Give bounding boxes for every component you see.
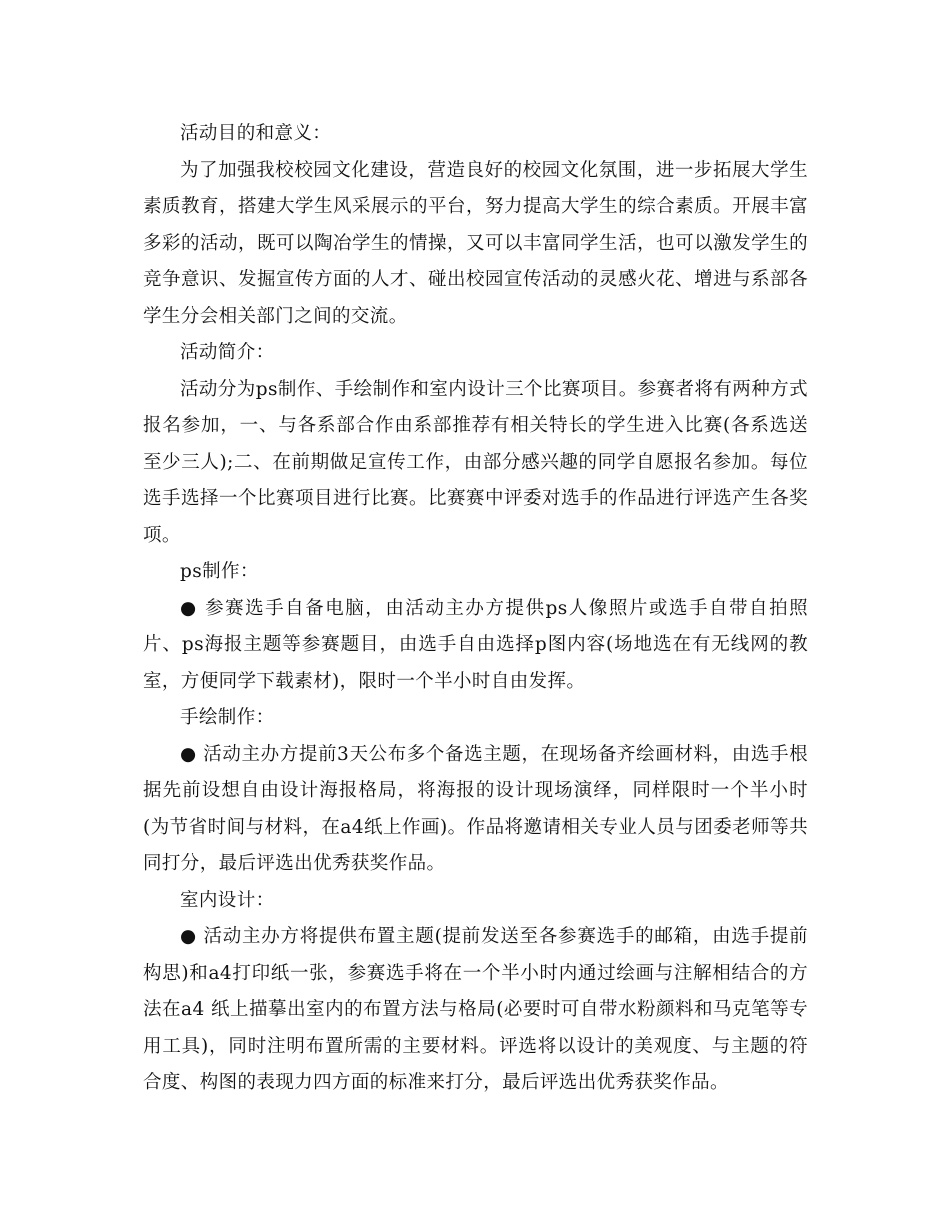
heading-interior-design: 室内设计：: [180, 889, 275, 911]
heading-hand-drawing: 手绘制作：: [180, 707, 275, 728]
bullet-interior-design: ● 活动主办方将提供布置主题(提前发送至各参赛选手的邮箱，由选手提前构思)和a4打印纸一张，参赛选手将在一个半小时内通过绘画与注解相结合的方法在a4 纸上描摹出室内的布置方法与格局(必要时可自带水粉颜料和马克笔等专用工具)，同时注明布置所需的主要材料。评选将以设计的美观度、与主题的符合度、构图的表现力四方面的标准来打分，最后评选出优秀获奖作品。: [143, 926, 808, 1093]
bullet-ps: ● 参赛选手自备电脑，由活动主办方提供ps人像照片或选手自带自拍照片、ps海报主题等参赛题目，由选手自由选择p图内容(场地选在有无线网的教室，方便同学下载素材)，限时一个半小时自由发挥。: [143, 597, 808, 692]
bullet-hand-drawing: ● 活动主办方提前3天公布多个备选主题，在现场备齐绘画材料，由选手根据先前设想自由设计海报格局，将海报的设计现场演绎，同样限时一个半小时(为节省时间与材料，在a4纸上作画)。作品将邀请相关专业人员与团委老师等共同打分，最后评选出优秀获奖作品。: [143, 743, 808, 874]
paragraph-introduction: 活动分为ps制作、手绘制作和室内设计三个比赛项目。参赛者将有两种方式报名参加，一、与各系部合作由系部推荐有相关特长的学生进入比赛(各系选送至少三人);二、在前期做足宣传工作，由部分感兴趣的同学自愿报名参加。每位选手选择一个比赛项目进行比赛。比赛赛中评委对选手的作品进行评选产生各奖项。: [143, 378, 808, 546]
heading-introduction: 活动简介：: [180, 342, 275, 363]
heading-purpose: 活动目的和意义：: [180, 123, 332, 144]
document-body: [143, 116, 808, 1102]
heading-ps: ps制作：: [180, 561, 259, 582]
paragraph-purpose: 为了加强我校校园文化建设，营造良好的校园文化氛围，进一步拓展大学生素质教育，搭建大学生风采展示的平台，努力提高大学生的综合素质。开展丰富多彩的活动，既可以陶冶学生的情操，又可以丰富同学生活，也可以激发学生的竞争意识、发掘宣传方面的人才、碰出校园宣传活动的灵感火花、增进与系部各学生分会相关部门之间的交流。: [143, 159, 808, 327]
